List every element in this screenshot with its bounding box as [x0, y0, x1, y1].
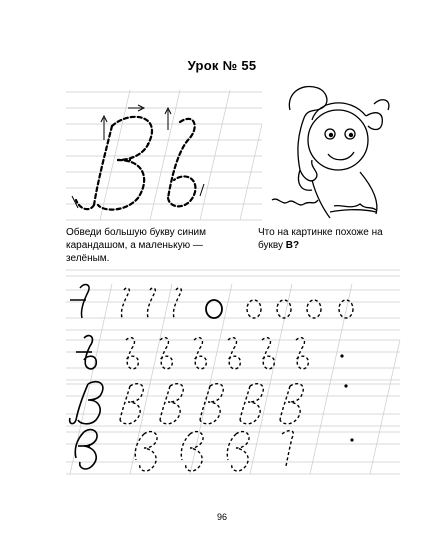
instruction-right [258, 226, 408, 252]
page-number: 96 [216, 512, 227, 522]
row-1-letters [70, 285, 89, 318]
row-3-letters [70, 382, 103, 424]
girl-with-phone-icon [272, 87, 389, 218]
letter-b-tracing-icon [76, 117, 195, 210]
instruction-right-text: Что на картинке похоже на букву [258, 227, 383, 251]
instruction-right-letter: В? [285, 240, 300, 251]
row-guide-lines [66, 284, 400, 474]
lesson-title: Урок № 55 [187, 58, 257, 73]
instruction-left: Обведи большую букву синим карандашом, а маленькую — зелёным. [66, 227, 206, 264]
